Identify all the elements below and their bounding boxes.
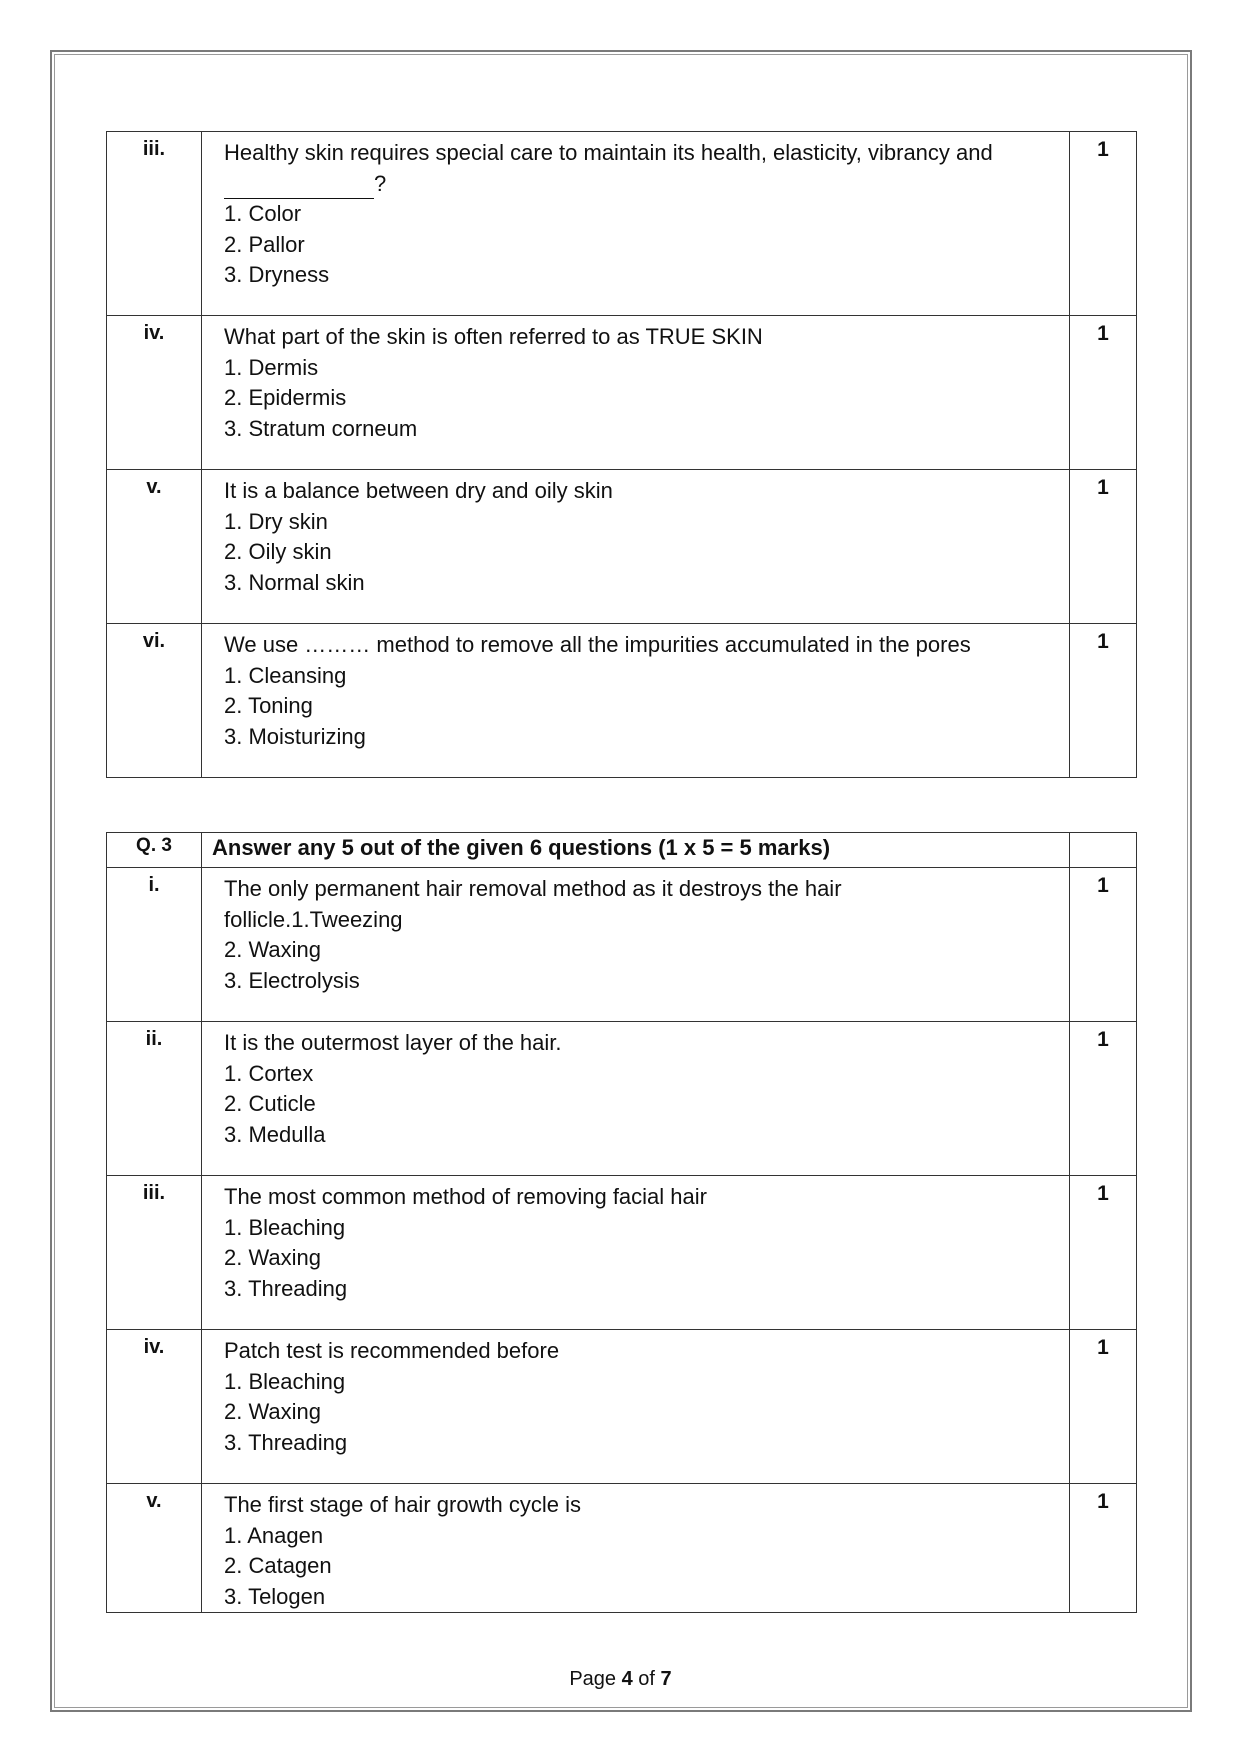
marks: 1: [1070, 1330, 1137, 1484]
answer-blank: [224, 176, 374, 199]
option: 3. Threading: [224, 1275, 348, 1301]
table-row: [107, 316, 1137, 470]
option: 2. Waxing: [224, 937, 322, 962]
marks: 1: [1070, 132, 1137, 316]
marks: 1: [1070, 1022, 1137, 1176]
option: 1. Bleaching: [224, 1368, 346, 1394]
option: 3. Dryness: [224, 262, 330, 287]
option: 1. Dry skin: [224, 508, 328, 534]
marks: 1: [1070, 470, 1137, 624]
option: 2. Cuticle: [224, 1091, 316, 1116]
question-text: It is a balance between dry and oily skin: [224, 478, 613, 503]
question-number: v.: [107, 1484, 202, 1613]
marks: 1: [1070, 1176, 1137, 1330]
question-text: Healthy skin requires special care to maintain its health, elasticity, vibrancy and: [224, 140, 993, 165]
question-text: What part of the skin is often referred to as TRUE SKIN: [224, 324, 763, 349]
page-current: 4: [621, 1668, 633, 1690]
option: 1. Bleaching: [224, 1214, 346, 1240]
table-header-row: [107, 833, 1137, 868]
marks: 1: [1070, 316, 1137, 470]
question-text: We use ……… method to remove all the impurities accumulated in the pores: [224, 632, 971, 657]
section-number: Q. 3: [107, 833, 202, 868]
page-label: Page: [569, 1668, 617, 1690]
question-number: v.: [107, 470, 202, 624]
question-number: i.: [107, 868, 202, 1022]
option: 2. Oily skin: [224, 539, 332, 564]
question-text: The first stage of hair growth cycle is: [224, 1492, 582, 1517]
marks: 1: [1070, 868, 1137, 1022]
question-number: vi.: [107, 624, 202, 778]
option: 2. Pallor: [224, 231, 305, 257]
option: 3. Medulla: [224, 1121, 326, 1147]
table-row: [107, 1330, 1137, 1484]
option: 1. Anagen: [224, 1522, 324, 1548]
option: 3. Telogen: [224, 1583, 326, 1609]
option: 3. Threading: [224, 1429, 348, 1455]
option: 2. Toning: [224, 693, 313, 718]
marks: 1: [1070, 1484, 1137, 1613]
option: 3. Stratum corneum: [224, 415, 418, 441]
page-footer: [0, 1668, 1241, 1691]
option: 2. Waxing: [224, 1399, 322, 1424]
option: 3. Moisturizing: [224, 723, 366, 749]
option: 2. Catagen: [224, 1553, 332, 1578]
question-number: iii.: [107, 132, 202, 316]
page-of-label: of: [638, 1668, 655, 1690]
section-title: Answer any 5 out of the given 6 questions (1 x 5 = 5 marks): [202, 833, 1070, 868]
option: 2. Epidermis: [224, 385, 347, 410]
option: 2. Waxing: [224, 1245, 322, 1270]
question-number: iii.: [107, 1176, 202, 1330]
question-table-2: [106, 131, 1137, 778]
question-number: ii.: [107, 1022, 202, 1176]
question-text: The only permanent hair removal method as it destroys the hair: [224, 876, 842, 901]
question-text: It is the outermost layer of the hair.: [224, 1030, 562, 1055]
question-table-3: [106, 832, 1137, 1613]
option: 3. Normal skin: [224, 569, 365, 595]
table-row: [107, 132, 1137, 316]
marks: 1: [1070, 624, 1137, 778]
option: 1. Cleansing: [224, 662, 347, 688]
option: 3. Electrolysis: [224, 967, 360, 993]
question-number: iv.: [107, 1330, 202, 1484]
question-text: follicle.1.Tweezing: [224, 906, 403, 932]
option: 1. Dermis: [224, 354, 319, 380]
table-row: [107, 1022, 1137, 1176]
table-row: [107, 868, 1137, 1022]
option: 1. Color: [224, 201, 302, 226]
table-row: [107, 1176, 1137, 1330]
table-row: [107, 470, 1137, 624]
page-total: 7: [660, 1668, 672, 1690]
question-text: The most common method of removing facial hair: [224, 1184, 707, 1209]
question-text: Patch test is recommended before: [224, 1338, 560, 1363]
question-number: iv.: [107, 316, 202, 470]
option: 1. Cortex: [224, 1060, 314, 1086]
blank-suffix: ?: [374, 170, 387, 196]
table-row: [107, 624, 1137, 778]
table-row: [107, 1484, 1137, 1613]
